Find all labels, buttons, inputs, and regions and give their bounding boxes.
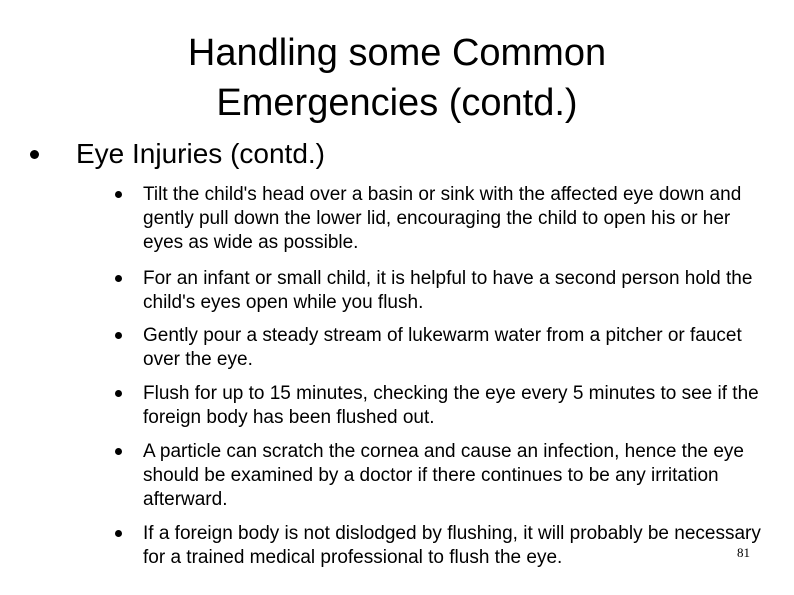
sub-bullet-text: Gently pour a steady stream of lukewarm water from a pitcher or faucet over the eye. — [143, 325, 742, 370]
sub-bullet-text: A particle can scratch the cornea and cause an infection, hence the eye should be examined by a doctor if there continues to be any irritation afterward. — [143, 441, 744, 510]
sub-bullet-text: Tilt the child's head over a basin or sink with the affected eye down and gently pull down the lower lid, encouraging the child to open his or her eyes as wide as possible. — [143, 184, 742, 253]
page-number: 81 — [737, 545, 750, 560]
bullet-dot-icon — [115, 390, 122, 397]
sub-bullet-text: Flush for up to 15 minutes, checking the eye every 5 minutes to see if the foreign body has been flushed out. — [143, 383, 759, 428]
bullet-dot-icon — [30, 150, 39, 159]
slide-title — [0, 28, 794, 128]
bullet-dot-icon — [115, 530, 122, 537]
bullet-dot-icon — [115, 191, 122, 198]
title-line-2: Emergencies (contd.) — [216, 82, 578, 124]
bullet-dot-icon — [115, 332, 122, 339]
main-bullet-text: Eye Injuries (contd.) — [76, 138, 325, 169]
sub-bullet-text: For an infant or small child, it is helpful to have a second person hold the child's eyes open while you flush. — [143, 268, 753, 313]
sub-bullet-text: If a foreign body is not dislodged by flushing, it will probably be necessary for a trained medical professional to flush the eye. — [143, 523, 761, 568]
bullet-dot-icon — [115, 448, 122, 455]
title-line-1: Handling some Common — [187, 32, 607, 74]
bullet-dot-icon — [115, 275, 122, 282]
